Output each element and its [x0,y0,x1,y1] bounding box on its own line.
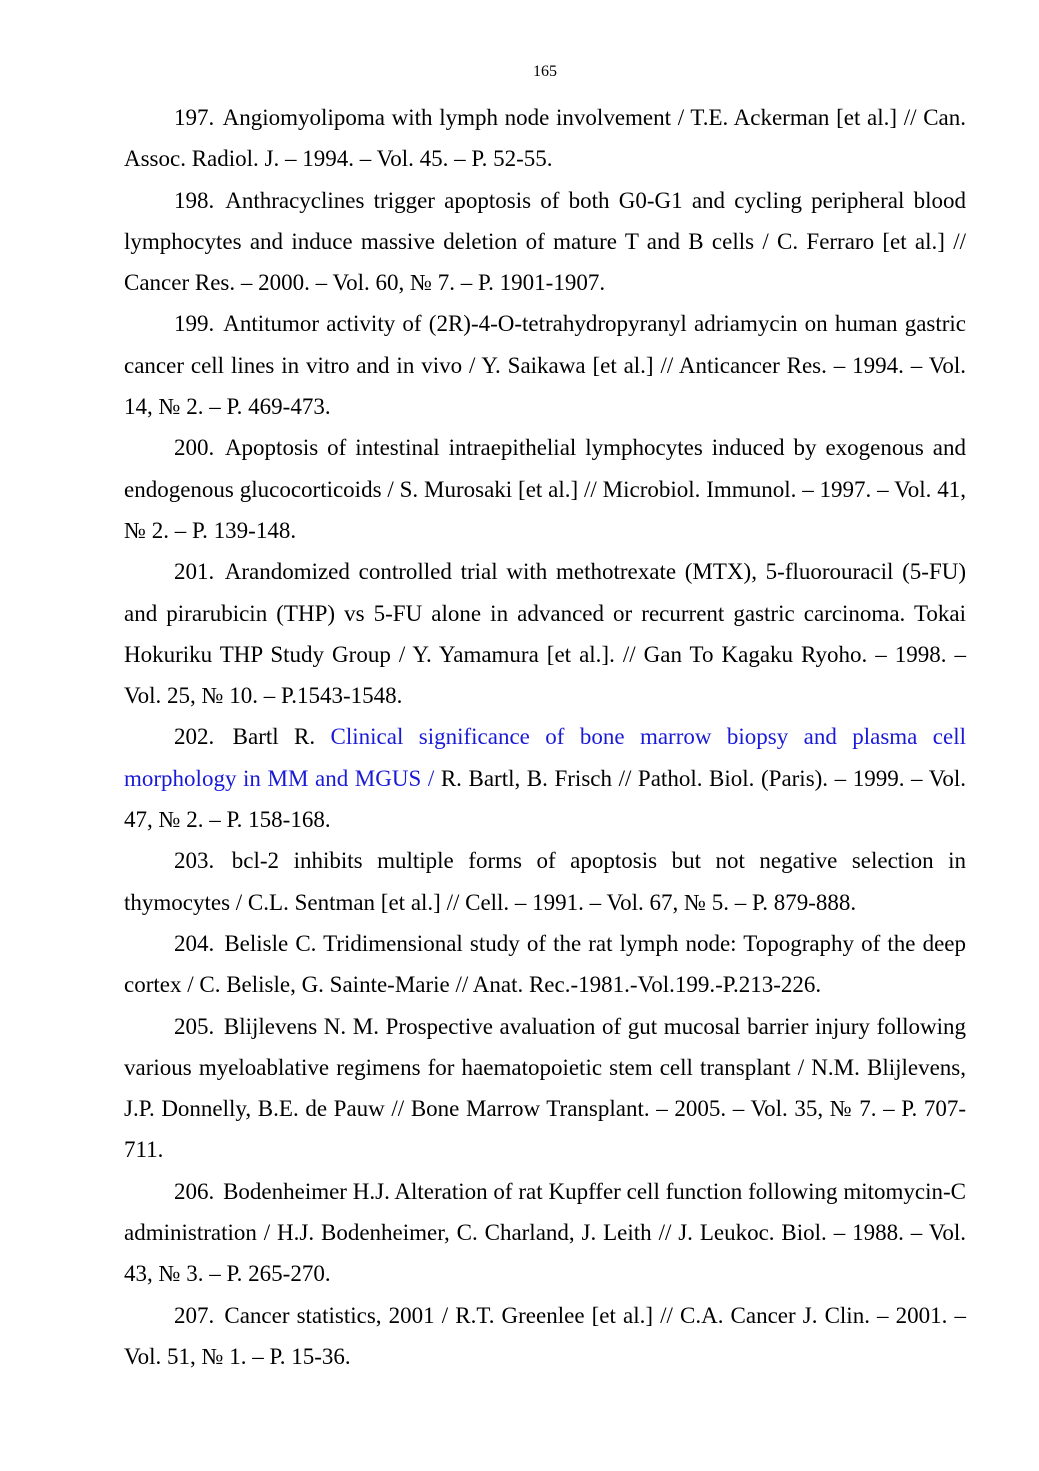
reference-number: 201. [174,559,215,585]
reference-item [124,1006,966,1171]
reference-item [124,923,966,1006]
reference-link[interactable]: Clinical significance of bone marrow biopsy and plasma cell morphology in MM and MGUS / [124,724,966,791]
reference-number: 198. [174,187,215,213]
reference-item [124,551,966,716]
reference-text: Blijlevens N. M. Prospective avaluation of gut mucosal barrier injury following various myeloablative regimens for haematopoietic stem cell transplant / N.M. Blijlevens, J.P. Donnelly, B.E. de Pauw // Bone Marrow Transplant. – 2005. – Vol. 35, № 7. – P. 707-711. [124,1013,967,1163]
reference-list [124,97,966,1377]
reference-item [124,180,966,304]
reference-text: bcl-2 inhibits multiple forms of apoptosis but not negative selection in thymocytes / C.L. Sentman [et al.] // Cell. – 1991. – Vol. 67, № 5. – P. 879-888. [124,848,966,915]
reference-number: 204. [174,930,215,956]
reference-number: 203. [174,848,215,874]
reference-number: 207. [174,1302,215,1328]
reference-item [124,1295,966,1378]
reference-number: 200. [174,435,215,461]
reference-number: 202. [174,724,215,750]
page-number: 165 [533,63,557,80]
reference-text: Belisle C. Tridimensional study of the rat lymph node: Topography of the deep cortex / C. Belisle, G. Sainte-Marie // Anat. Rec.-1981.-Vol.199.-P.213-226. [124,930,967,998]
reference-text: Apoptosis of intestinal intraepithelial lymphocytes induced by exogenous and endogenous glucocorticoids / S. Murosaki [et al.] // Microbiol. Immunol. – 1997. – Vol. 41, № 2. – P. 139-148. [124,435,966,543]
reference-item [124,1171,966,1295]
reference-text: Arandomized controlled trial with methotrexate (MTX), 5-fluorouracil (5-FU) and pirarubicin (THP) vs 5-FU alone in advanced or recurrent gastric carcinoma. Tokai Hokuriku THP Study Group / Y. Yamamura [et al.]. // Gan To Kagaku Ryoho. – 1998. – Vol. 25, № 10. – P.1543-1548. [124,559,967,709]
reference-lead: Bartl R. [232,724,316,750]
reference-text: Anthracyclines trigger apoptosis of both G0-G1 and cycling peripheral blood lymphocytes and induce massive deletion of mature T and B cells / C. Ferraro [et al.] // Cancer Res. – 2000. – Vol. 60, № 7. – P. 1901-1907. [124,187,966,296]
reference-number: 199. [174,311,215,337]
reference-number: 206. [174,1178,215,1204]
reference-item [124,303,966,427]
reference-text: R. Bartl, B. Frisch // Pathol. Biol. (Paris). – 1999. – Vol. 47, № 2. – P. 158-168. [124,765,967,833]
reference-text: Cancer statistics, 2001 / R.T. Greenlee [et al.] // C.A. Cancer J. Clin. – 2001. – Vol. 51, № 1. – P. 15-36. [124,1302,967,1369]
reference-item [124,427,966,551]
reference-item [124,840,966,923]
reference-text: Angiomyolipoma with lymph node involvement / T.E. Ackerman [et al.] // Can. Assoc. Radiol. J. – 1994. – Vol. 45. – P. 52-55. [124,105,967,172]
reference-text: Bodenheimer H.J. Alteration of rat Kupffer cell function following mitomycin-C administration / H.J. Bodenheimer, C. Charland, J. Leith // J. Leukoc. Biol. – 1988. – Vol. 43, № 3. – P. 265-270. [124,1178,967,1287]
reference-item [124,716,966,840]
reference-number: 205. [174,1013,215,1039]
reference-item [124,97,966,180]
reference-text: Antitumor activity of (2R)-4-O-tetrahydropyranyl adriamycin on human gastric cancer cell lines in vitro and in vivo / Y. Saikawa [et al.] // Anticancer Res. – 1994. – Vol. 14, № 2. – P. 469-473. [124,311,966,420]
reference-number: 197. [174,105,215,130]
